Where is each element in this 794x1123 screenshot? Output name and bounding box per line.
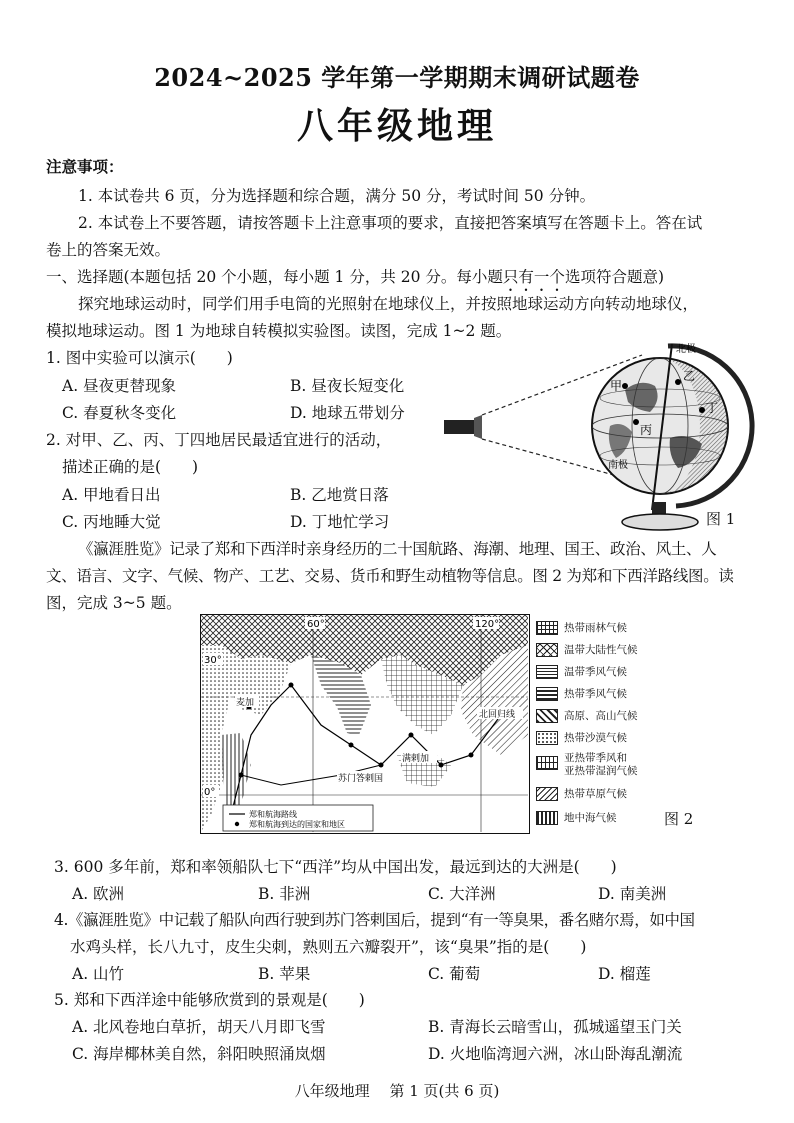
figure-2-caption: 图 2 — [664, 810, 694, 828]
q2-option-c[interactable]: C. 丙地睡大觉 — [62, 513, 161, 531]
label-lon-60: 60° — [307, 619, 325, 630]
q3-option-c[interactable]: C. 大洋洲 — [428, 885, 496, 903]
q4-stem-b: 水鸡头样，长八九寸，皮生尖刺，熟则五六瓣裂开”，该“臭果”指的是( ) — [70, 938, 587, 956]
legend-label: 高原、高山气候 — [564, 710, 638, 722]
exam-title: 2024~2025 学年第一学期期末调研试题卷 — [154, 63, 640, 92]
q1-option-c[interactable]: C. 春夏秋冬变化 — [62, 404, 177, 422]
q2-option-d[interactable]: D. 丁地忙学习 — [290, 513, 390, 531]
section-heading — [46, 265, 664, 295]
legend-stop-label: 郑和航海到达的国家和地区 — [249, 820, 345, 829]
section-heading-part-b: 选项符合题意) — [564, 268, 664, 286]
subject-title: 八年级地理 — [296, 105, 497, 147]
stop-point — [439, 763, 444, 768]
flashlight-head — [474, 415, 482, 439]
q5-option-c[interactable]: C. 海岸椰林美自然，斜阳映照涌岚烟 — [72, 1045, 326, 1063]
legend-label: 热带季风气候 — [564, 688, 627, 700]
legend-label: 地中海气候 — [564, 812, 617, 824]
notes-item-2a: 2. 本试卷上不要答题，请按答题卡上注意事项的要求，直接把答案填写在答题卡上。答在试 — [78, 214, 703, 232]
legend-label: 热带草原气候 — [564, 788, 627, 800]
section-heading-emphasis: 只有一个 — [502, 268, 565, 286]
q4-option-b[interactable]: B. 苹果 — [258, 965, 311, 983]
label-sumatra: 苏门答剌国 — [338, 774, 384, 784]
q4-option-d[interactable]: D. 榴莲 — [598, 965, 651, 983]
passage-line-3: 图，完成 3~5 题。 — [46, 594, 182, 612]
q2-stem-a: 2. 对甲、乙、丙、丁四地居民最适宜进行的活动， — [46, 431, 392, 449]
q5-option-d[interactable]: D. 火地临湾迥六洲，冰山卧海乱潮流 — [428, 1045, 683, 1063]
label-jia: 甲 — [610, 379, 623, 393]
q5-stem: 5. 郑和下西洋途中能够欣赏到的景观是( ) — [54, 991, 365, 1009]
intro-line-2: 模拟地球运动。图 1 为地球自转模拟实验图。读图，完成 1~2 题。 — [46, 322, 512, 340]
legend-swatch — [536, 756, 558, 770]
label-lon-120: 120° — [475, 619, 500, 630]
figure-1-caption: 图 1 — [706, 510, 736, 528]
point-ding — [699, 407, 705, 413]
route-map — [201, 615, 528, 832]
passage-line-1: 《瀛涯胜览》记录了郑和下西洋时亲身经历的二十国航路、海潮、地理、国王、政治、风土、人 — [78, 540, 717, 558]
passage-line-2: 文、语言、文字、气候、物产、工艺、交易、货币和野生动植物等信息。图 2 为郑和下西洋路线图。读 — [46, 567, 734, 585]
q2-option-b[interactable]: B. 乙地赏日落 — [290, 486, 389, 504]
legend-label: 温带季风气候 — [564, 666, 627, 678]
notes-item-1: 1. 本试卷共 6 页，分为选择题和综合题，满分 50 分，考试时间 50 分钟。 — [78, 187, 596, 205]
globe-illustration — [440, 340, 760, 535]
stop-point — [289, 683, 294, 688]
legend-swatch — [536, 811, 558, 825]
legend-label: 温带大陆性气候 — [564, 644, 638, 656]
label-yi: 乙 — [683, 369, 696, 383]
notes-item-2b: 卷上的答案无效。 — [46, 241, 171, 259]
label-lat-0: 0° — [204, 787, 216, 798]
q1-option-a[interactable]: A. 昼夜更替现象 — [62, 377, 177, 395]
globe-stand-base — [622, 514, 698, 530]
legend-route-label: 郑和航海路线 — [249, 810, 297, 819]
label-tropic: 北回归线 — [479, 710, 516, 720]
label-malacca: 满剌加 — [402, 754, 430, 764]
label-mecca: 麦加 — [236, 698, 255, 708]
q5-option-b[interactable]: B. 青海长云暗雪山，孤城遥望玉门关 — [428, 1018, 682, 1036]
q4-option-c[interactable]: C. 葡萄 — [428, 965, 481, 983]
legend-swatch — [536, 709, 558, 723]
stop-point — [379, 763, 384, 768]
label-north-pole: 北极 — [676, 344, 696, 355]
notes-heading: 注意事项： — [46, 157, 124, 176]
q1-option-d[interactable]: D. 地球五带划分 — [290, 404, 405, 422]
figure-2-map — [200, 614, 530, 834]
label-south-pole: 南极 — [608, 460, 628, 471]
label-bing: 丙 — [640, 423, 653, 437]
legend-label: 热带沙漠气候 — [564, 732, 627, 744]
figure-1 — [440, 340, 760, 535]
legend-stop-symbol — [235, 822, 239, 826]
intro-line-1: 探究地球运动时，同学们用手电筒的光照射在地球仪上，并按照地球运动方向转动地球仪， — [78, 295, 699, 313]
stop-point — [349, 743, 354, 748]
page-footer: 八年级地理 第 1 页(共 6 页) — [294, 1082, 500, 1100]
q3-option-b[interactable]: B. 非洲 — [258, 885, 311, 903]
legend-swatch — [536, 621, 558, 635]
section-heading-part-a: 一、选择题(本题包括 20 个小题，每小题 1 分，共 20 分。每小题 — [46, 268, 503, 286]
label-ding: 丁 — [706, 401, 719, 415]
q3-stem: 3. 600 多年前，郑和率领船队七下“西洋”均从中国出发，最远到达的大洲是( ) — [54, 858, 617, 876]
q5-option-a[interactable]: A. 北风卷地白草折，胡天八月即飞雪 — [72, 1018, 326, 1036]
point-bing — [633, 419, 639, 425]
q1-stem: 1. 图中实验可以演示( ) — [46, 349, 233, 367]
climate-legend — [536, 618, 676, 834]
label-lat-30: 30° — [204, 655, 222, 666]
legend-label: 热带雨林气候 — [564, 622, 627, 634]
point-yi — [675, 379, 681, 385]
legend-swatch — [536, 687, 558, 701]
stop-point — [409, 733, 414, 738]
q3-option-a[interactable]: A. 欧洲 — [72, 885, 125, 903]
q4-stem-a: 4.《瀛涯胜览》中记载了船队向西行驶到苏门答剌国后，提到“有一等臭果，番名赌尔焉，如中国 — [54, 911, 695, 929]
legend-swatch — [536, 643, 558, 657]
legend-label: 亚热带季风和 — [564, 752, 627, 764]
legend-swatch — [536, 731, 558, 745]
point-jia — [622, 383, 628, 389]
stop-point — [239, 773, 244, 778]
legend-swatch — [536, 787, 558, 801]
q1-option-b[interactable]: B. 昼夜长短变化 — [290, 377, 405, 395]
q4-option-a[interactable]: A. 山竹 — [72, 965, 125, 983]
q2-stem-b: 描述正确的是( ) — [62, 458, 199, 476]
q3-option-d[interactable]: D. 南美洲 — [598, 885, 667, 903]
stop-point — [469, 753, 474, 758]
legend-swatch — [536, 665, 558, 679]
legend-label-2: 亚热带湿润气候 — [564, 765, 638, 777]
flashlight-body — [444, 420, 474, 434]
q2-option-a[interactable]: A. 甲地看日出 — [62, 486, 161, 504]
